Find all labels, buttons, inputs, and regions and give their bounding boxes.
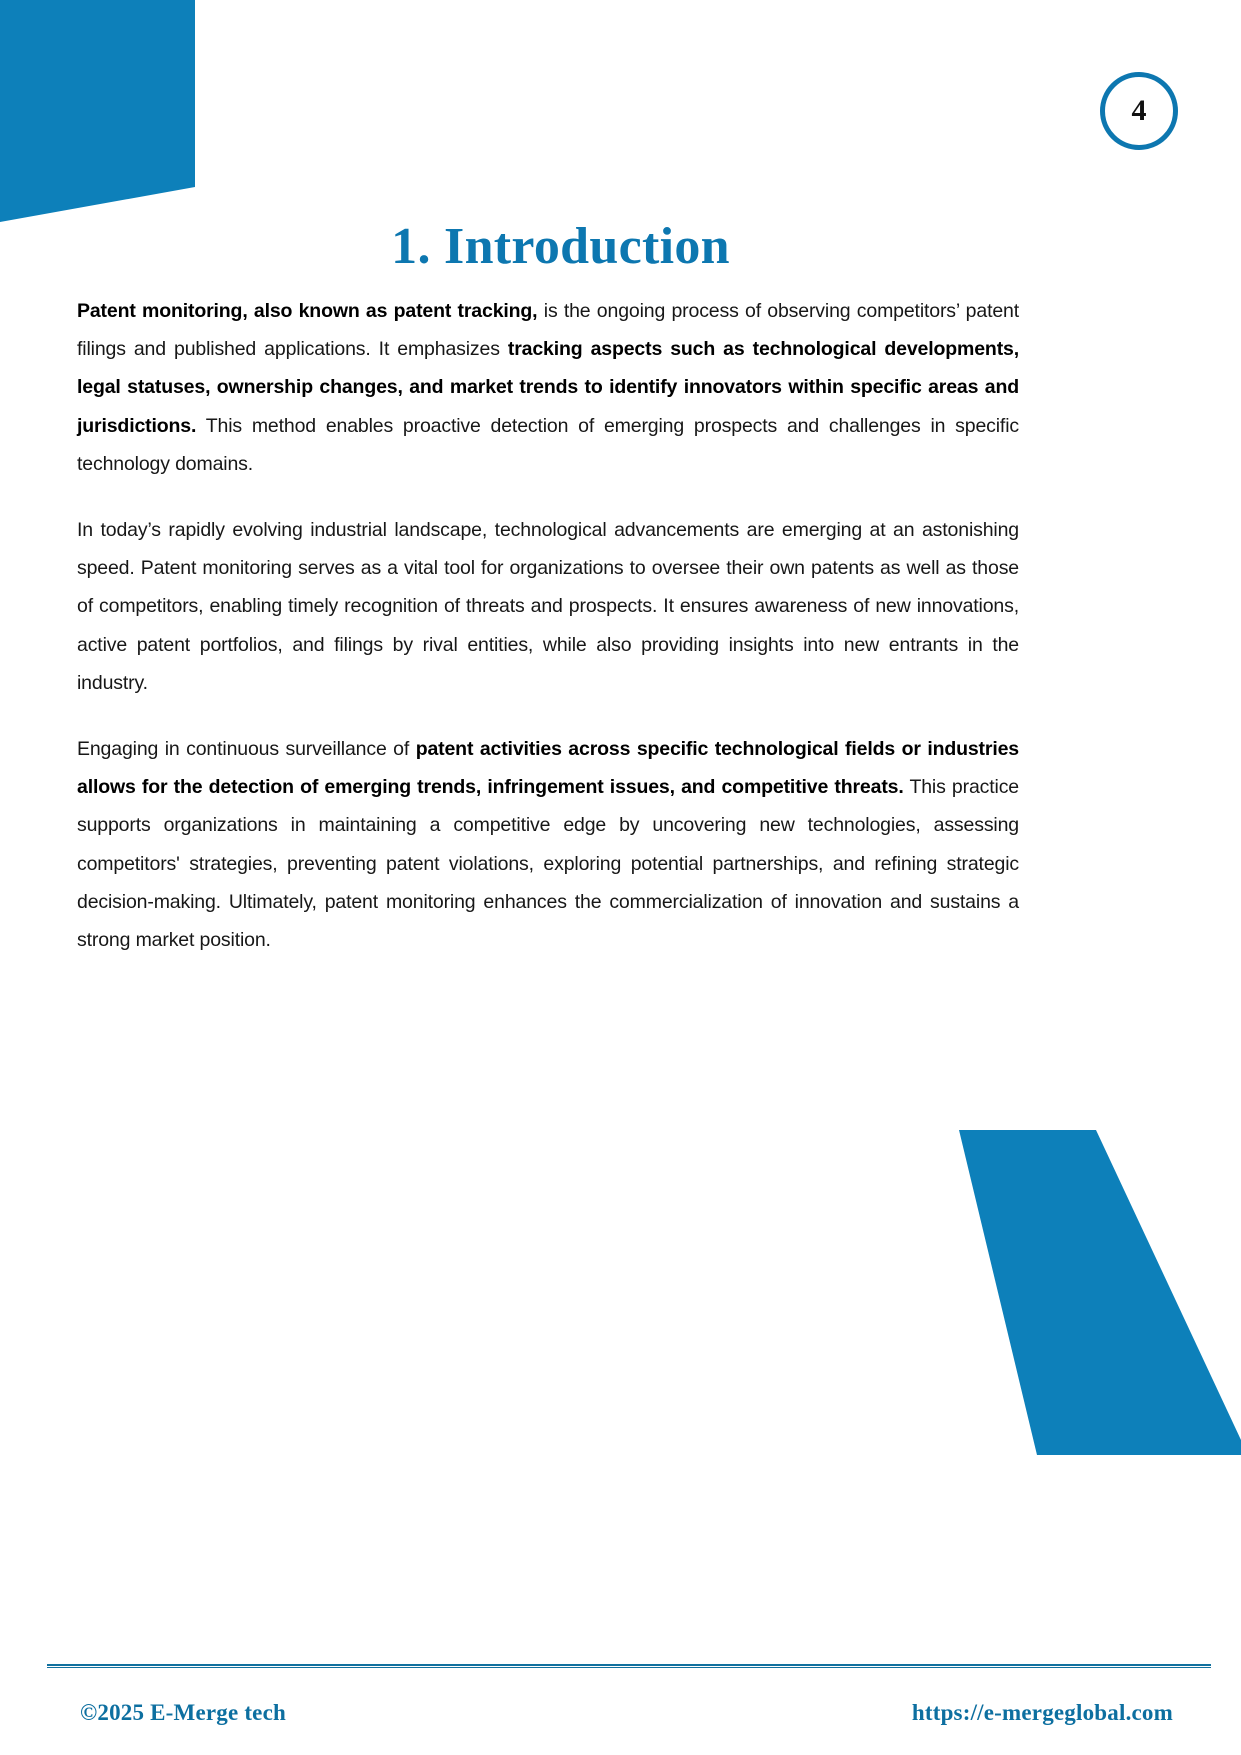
body-text: This practice supports organizations in maintaining a competitive edge by uncovering new technologies, assessing competitors' strategies, preventing patent violations, exploring potential partnerships, and refining strategic decision-making. Ultimately, patent monitoring enhances the commercialization of innovation and sustains a strong market position. [77, 776, 1019, 952]
document-body [77, 292, 1019, 959]
body-text: This method enables proactive detection of emerging prospects and challenges in specific technology domains. [77, 414, 1019, 475]
paragraph-3 [77, 730, 1019, 959]
emphasis-text: Patent monitoring, also known as patent tracking, [77, 300, 538, 322]
emphasis-text: tracking aspects such as technological developments, legal statuses, ownership changes, and market trends to identify innovators within specific areas and jurisdictions. [77, 338, 1019, 437]
body-text: In today’s rapidly evolving industrial landscape, technological advancements are emerging at an astonishing speed. Patent monitoring serves as a vital tool for organizations to oversee their own patents as well as those of competitors, enabling timely recognition of threats and prospects. It ensures awareness of new innovations, active patent portfolios, and filings by rival entities, while also providing insights into new entrants in the industry. [77, 519, 1019, 694]
page-footer [80, 1700, 1173, 1726]
emphasis-text: patent activities across specific technological fields or industries allows for the detection of emerging trends, infringement issues, and competitive threats. [77, 738, 1020, 799]
page-number-value: 4 [1131, 93, 1147, 127]
footer-copyright: ©2025 E-Merge tech [80, 1700, 286, 1725]
bottom-right-decoration-shape [951, 1130, 1241, 1455]
top-left-decoration-shape [0, 0, 200, 230]
body-text: Engaging in continuous surveillance of [77, 738, 416, 761]
body-text: is the ongoing process of observing competitors’ patent filings and published applications. It emphasizes [77, 300, 1019, 361]
footer-divider [47, 1664, 1211, 1668]
paragraph-1 [77, 292, 1019, 483]
page-title: 1. Introduction [391, 217, 730, 275]
page-number-badge [1100, 72, 1178, 150]
paragraph-2 [77, 511, 1019, 702]
footer-website-link[interactable]: https://e-mergeglobal.com [911, 1700, 1173, 1725]
